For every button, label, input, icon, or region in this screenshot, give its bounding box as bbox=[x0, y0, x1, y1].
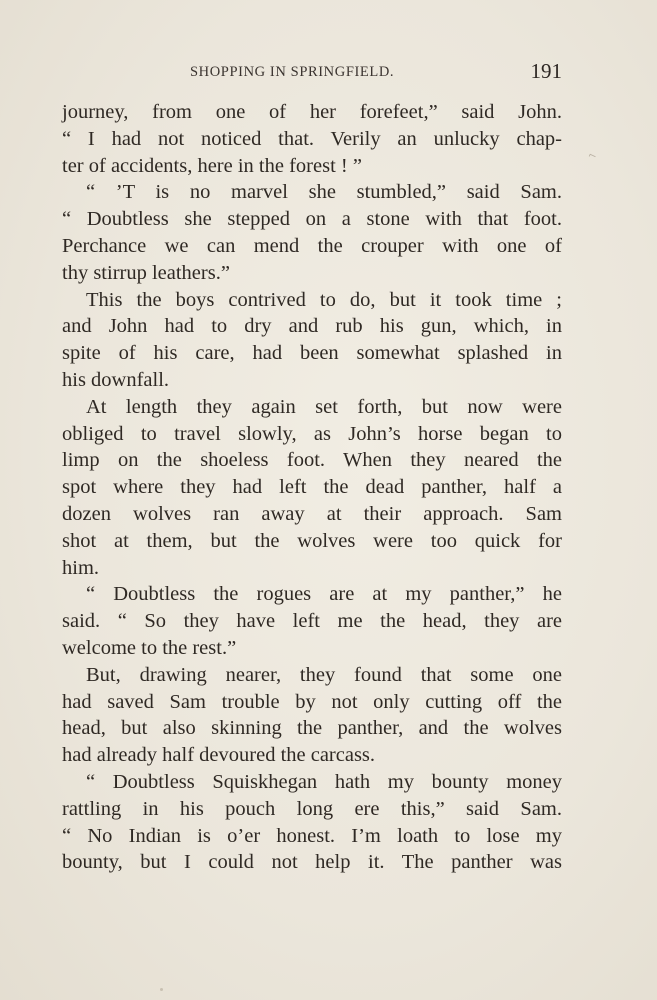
margin-mark-icon: ⌐ bbox=[586, 149, 599, 164]
text-line: “ No Indian is o’er honest. I’m loath to lose my bbox=[62, 824, 562, 847]
text-line: “ Doubtless Squiskhegan hath my bounty money bbox=[86, 770, 562, 793]
text-line: rattling in his pouch long ere this,” said Sam. bbox=[62, 797, 562, 820]
text-line: said. “ So they have left me the head, they are bbox=[62, 610, 562, 633]
text-line: At length they again set forth, but now were bbox=[86, 395, 562, 418]
text-line: his downfall. bbox=[62, 368, 170, 391]
text-line: limp on the shoeless foot. When they neared the bbox=[62, 449, 562, 472]
text-line: obliged to travel slowly, as John’s horse began to bbox=[62, 422, 562, 445]
text-line: head, but also skinning the panther, and the wolves bbox=[62, 717, 562, 740]
text-line: This the boys contrived to do, but it took time ; bbox=[86, 288, 562, 311]
text-line: bounty, but I could not help it. The panther was bbox=[62, 851, 562, 874]
running-head bbox=[62, 59, 562, 86]
text-line: “ Doubtless she stepped on a stone with that foot. bbox=[62, 208, 562, 231]
text-line: thy stirrup leathers.” bbox=[62, 261, 230, 284]
page-number: 191 bbox=[530, 59, 562, 83]
text-line: shot at them, but the wolves were too quick for bbox=[62, 529, 562, 552]
text-line: “ Doubtless the rogues are at my panther,” he bbox=[86, 583, 562, 606]
paper-speck bbox=[160, 988, 163, 991]
text-line: dozen wolves ran away at their approach. Sam bbox=[62, 502, 562, 525]
text-line: had saved Sam trouble by not only cutting off the bbox=[62, 690, 562, 713]
text-line: “ ’T is no marvel she stumbled,” said Sam. bbox=[86, 181, 562, 204]
text-line: But, drawing nearer, they found that some one bbox=[86, 663, 562, 686]
text-line: “ I had not noticed that. Verily an unlucky chap- bbox=[62, 127, 562, 150]
text-line: welcome to the rest.” bbox=[62, 636, 237, 659]
text-line: and John had to dry and rub his gun, which, in bbox=[62, 315, 562, 338]
body-text bbox=[62, 99, 562, 876]
text-line: had already half devoured the carcass. bbox=[62, 744, 376, 767]
text-line: journey, from one of her forefeet,” said John. bbox=[62, 101, 562, 123]
text-line: Perchance we can mend the crouper with one of bbox=[62, 234, 562, 257]
text-line: spite of his care, had been somewhat splashed in bbox=[62, 342, 562, 365]
text-line: spot where they had left the dead panther, half a bbox=[62, 476, 562, 499]
text-line: ter of accidents, here in the forest ! ” bbox=[62, 154, 362, 177]
text-line: him. bbox=[62, 556, 100, 579]
running-title: SHOPPING IN SPRINGFIELD. bbox=[190, 64, 395, 80]
